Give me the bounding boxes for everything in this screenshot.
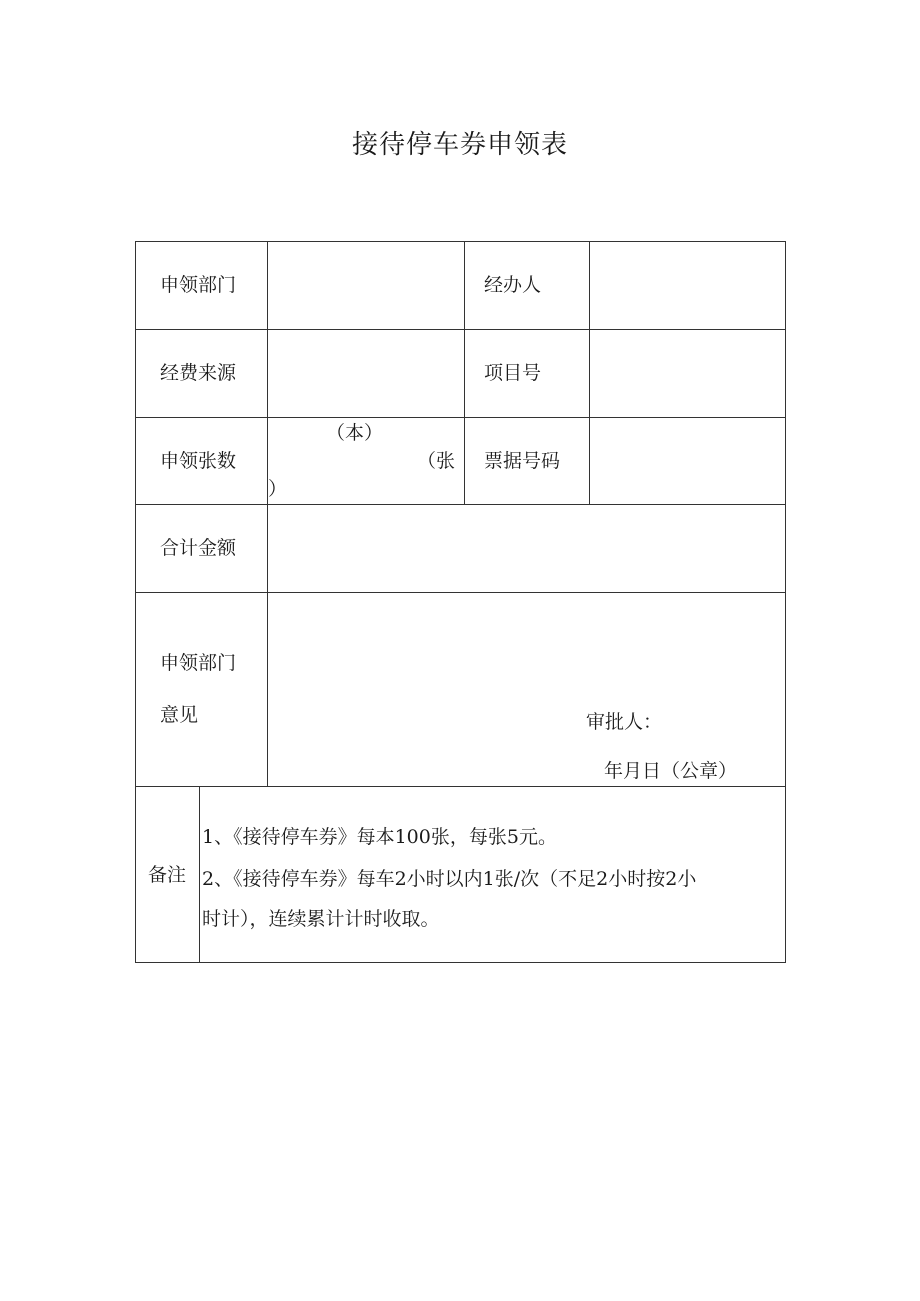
label-quantity: 申领张数 bbox=[160, 450, 237, 472]
row-divider-1 bbox=[135, 329, 786, 330]
table-border-bottom bbox=[135, 962, 786, 963]
notes-label-divider bbox=[199, 786, 200, 963]
page-title: 接待停车券申领表 bbox=[351, 130, 568, 160]
label-column-divider bbox=[267, 241, 268, 787]
label-applying-department: 申领部门 bbox=[160, 274, 237, 296]
note-line-3: 时计），连续累计计时收取。 bbox=[202, 908, 440, 930]
table-border-left bbox=[135, 241, 136, 963]
right-column-divider bbox=[589, 241, 590, 505]
row-divider-3 bbox=[135, 504, 786, 505]
label-funding-source: 经费来源 bbox=[160, 362, 237, 384]
unit-sheets-close: ） bbox=[268, 478, 288, 500]
row-divider-2 bbox=[135, 417, 786, 418]
date-seal-label: 年月日（公章） bbox=[604, 760, 738, 782]
table-border-top bbox=[135, 241, 786, 242]
note-line-2: 2、《接待停车券》每车2小时以内1张/次（不足2小时按2小 bbox=[202, 868, 697, 890]
row-divider-4 bbox=[135, 592, 786, 593]
middle-column-divider bbox=[464, 241, 465, 505]
label-handler: 经办人 bbox=[484, 274, 542, 296]
row-divider-5 bbox=[135, 786, 786, 787]
label-department-opinion-line2: 意见 bbox=[160, 704, 199, 726]
unit-sheets-open: （张 bbox=[417, 450, 456, 472]
note-line-1: 1、《接待停车券》每本100张，每张5元。 bbox=[202, 826, 557, 848]
unit-books: （本） bbox=[326, 422, 384, 444]
label-department-opinion-line1: 申领部门 bbox=[160, 652, 237, 674]
approver-label: 审批人： bbox=[586, 711, 663, 733]
label-notes: 备注 bbox=[148, 864, 187, 886]
label-total-amount: 合计金额 bbox=[160, 537, 237, 559]
table-border-right bbox=[785, 241, 786, 963]
label-project-number: 项目号 bbox=[484, 362, 542, 384]
label-receipt-number: 票据号码 bbox=[484, 450, 561, 472]
